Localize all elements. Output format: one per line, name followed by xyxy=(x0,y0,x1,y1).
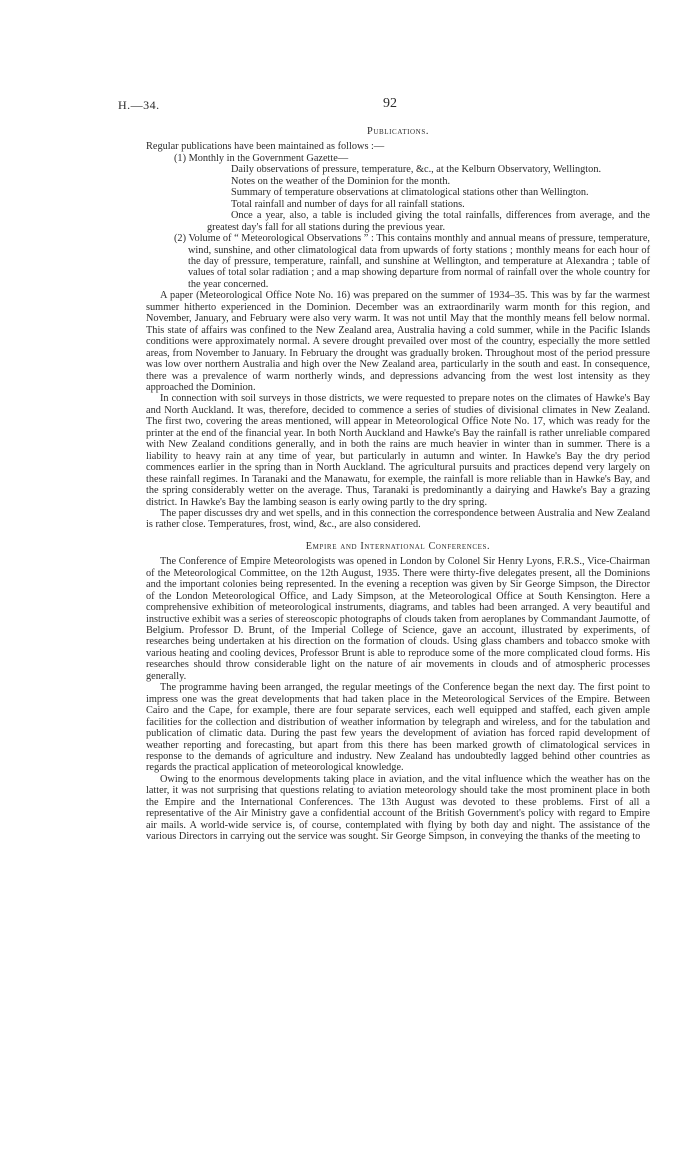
publications-sub-item: Daily observations of pressure, temperature, &c., at the Kelburn Observatory, Wellington. xyxy=(231,164,602,176)
paragraph: Owing to the enormous developments taking place in aviation, and the vital influence which the weather has on the latter, it was not surprising that questions relating to aviation meteorology should take the most prominent place in both the Empire and the International Conferences. The 13th August was devoted to these problems. First of all a representative of the Air Ministry gave a confidential account of the British Government's policy with regard to Empire air mails. A world-wide service is, of course, contemplated with flying by both day and night. The assistance of the various Directors in carrying out the service was sought. Sir George Simpson, in conveying the thanks of the meeting to xyxy=(146,773,650,843)
paragraph: A paper (Meteorological Office Note No. 16) was prepared on the summer of 1934–35. This was by far the warmest summer hitherto experienced in the Dominion. December was an extraordinarily warm month for this region, and November, January, and February were also very warm. It was not until May that the monthly means fell below normal. This state of affairs was confined to the New Zealand area, Australia having a cold summer, while in the Pacific Islands conditions were approximately normal. A severe drought prevailed over most of the country, especially the more settled areas, from November to January. In February the drought was gradually broken. Throughout most of the period pressure was low over northern Australia and high over the New Zealand area, particularly in the south and east. In consequence, there was a prevalence of warm northerly winds, and depressions advancing from the west lost intensity as they approached the Dominion. xyxy=(146,290,650,393)
publications-sub-item: Summary of temperature observations at climatological stations other than Wellington. xyxy=(231,187,589,199)
publications-sub-item: Once a year, also, a table is included giving the total rainfalls, differences from average, and the greatest day's fall for all stations during the previous year. xyxy=(207,210,650,233)
document-reference: H.—34. xyxy=(118,98,160,112)
paragraph: The Conference of Empire Meteorologists was opened in London by Colonel Sir Henry Lyons, F.R.S., Vice-Chairman of the Meteorological Committee, on the 12th August, 1935. There were thirty-five delegates present, all the Dominions and the important colonies being represented. In the evening a reception was given by Sir George Simpson, the Director of the London Meteorological Office, and Lady Simpson, at the Meteorological Office at South Kensington. Here a comprehensive exhibition of meteorological instruments, diagrams, and tables had been arranged. A very beautiful and instructive exhibit was a series of stereoscopic photographs of clouds taken from aeroplanes by Commandant Jaumotte, of Belgium. Professor D. Brunt, of the Imperial College of Science, gave an account, illustrated by experiments, of researches being undertaken at his direction on the formation of clouds. Using glass chambers and tobacco smoke with various heating and cooling devices, Professor Brunt is able to reproduce some of the more complicated cloud forms. His researches should throw considerable light on the nature of air movements in clouds and of atmospheric processes generally. xyxy=(146,556,650,682)
publications-item-2: (2) Volume of “ Meteorological Observations ” : This contains monthly and annual means of pressure, temperature, wind, sunshine, and other climatological data from upwards of forty stations ; monthly means for each hour of the day of pressure, temperature, rainfall, and sunshine at Wellington, and temperature at Alexandra ; table of values of total solar radiation ; and a map showing departure from normal of rainfall over the whole country for the year concerned. xyxy=(174,233,650,290)
publications-item-1: (1) Monthly in the Government Gazette— xyxy=(174,152,349,164)
publications-sub-item: Notes on the weather of the Dominion for the month. xyxy=(231,175,451,187)
paragraph: In connection with soil surveys in those districts, we were requested to prepare notes on the climates of Hawke's Bay and North Auckland. It was, therefore, decided to commence a series of studies of divisional climates in New Zealand. The first two, covering the areas mentioned, will appear in Meteorological Office Note No. 17, which was ready for the printer at the end of the financial year. In both North Auckland and Hawke's Bay the rainfall is rather unreliable compared with New Zealand conditions generally, and in both the rains are much heavier in winter than in summer. There is a liability to heavy rain at any time of year, but particularly in autumn and winter. In Hawke's Bay the dry period commences earlier in the spring than in North Auckland. The agricultural pursuits and practices depend very largely on these rainfall regimes. In Taranaki and the Manawatu, for exemple, the rainfall is more reliable than in Hawke's Bay, and the spring considerably wetter on the average. Thus, Taranaki is predominantly a dairying and Hawke's Bay a grazing district. In Hawke's Bay the lambing season is early owing partly to the dry spring. xyxy=(146,393,650,508)
paragraph: The programme having been arranged, the regular meetings of the Conference began the next day. The first point to impress one was the great developments that had taken place in the Meteorological Services of the Empire. Between Cairo and the Cape, for example, there are four separate services, each well equipped and staffed, each given ample facilities for the collection and distribution of weather information by telegraph and wireless, and for the tabulation and publication of climatic data. During the past few years the development of aviation has forced rapid development of weather reporting and forecasting, but apart from this there has been marked growth of climatological services in response to the demands of agriculture and industry. New Zealand has undoubtedly lagged behind other countries as regards the practical application of meteorological knowledge. xyxy=(146,682,650,774)
publications-sub-item: Total rainfall and number of days for all rainfall stations. xyxy=(231,198,465,210)
page-number: 92 xyxy=(383,96,397,111)
paragraph: The paper discusses dry and wet spells, and in this connection the correspondence between Australia and New Zealand is rather close. Temperatures, frost, wind, &c., are also considered. xyxy=(146,507,650,531)
section-heading-publications: Publications. xyxy=(367,126,429,137)
section-heading-conferences: Empire and International Conferences. xyxy=(305,540,491,552)
publications-intro: Regular publications have been maintained as follows :— xyxy=(146,141,385,153)
document-body xyxy=(146,124,650,843)
